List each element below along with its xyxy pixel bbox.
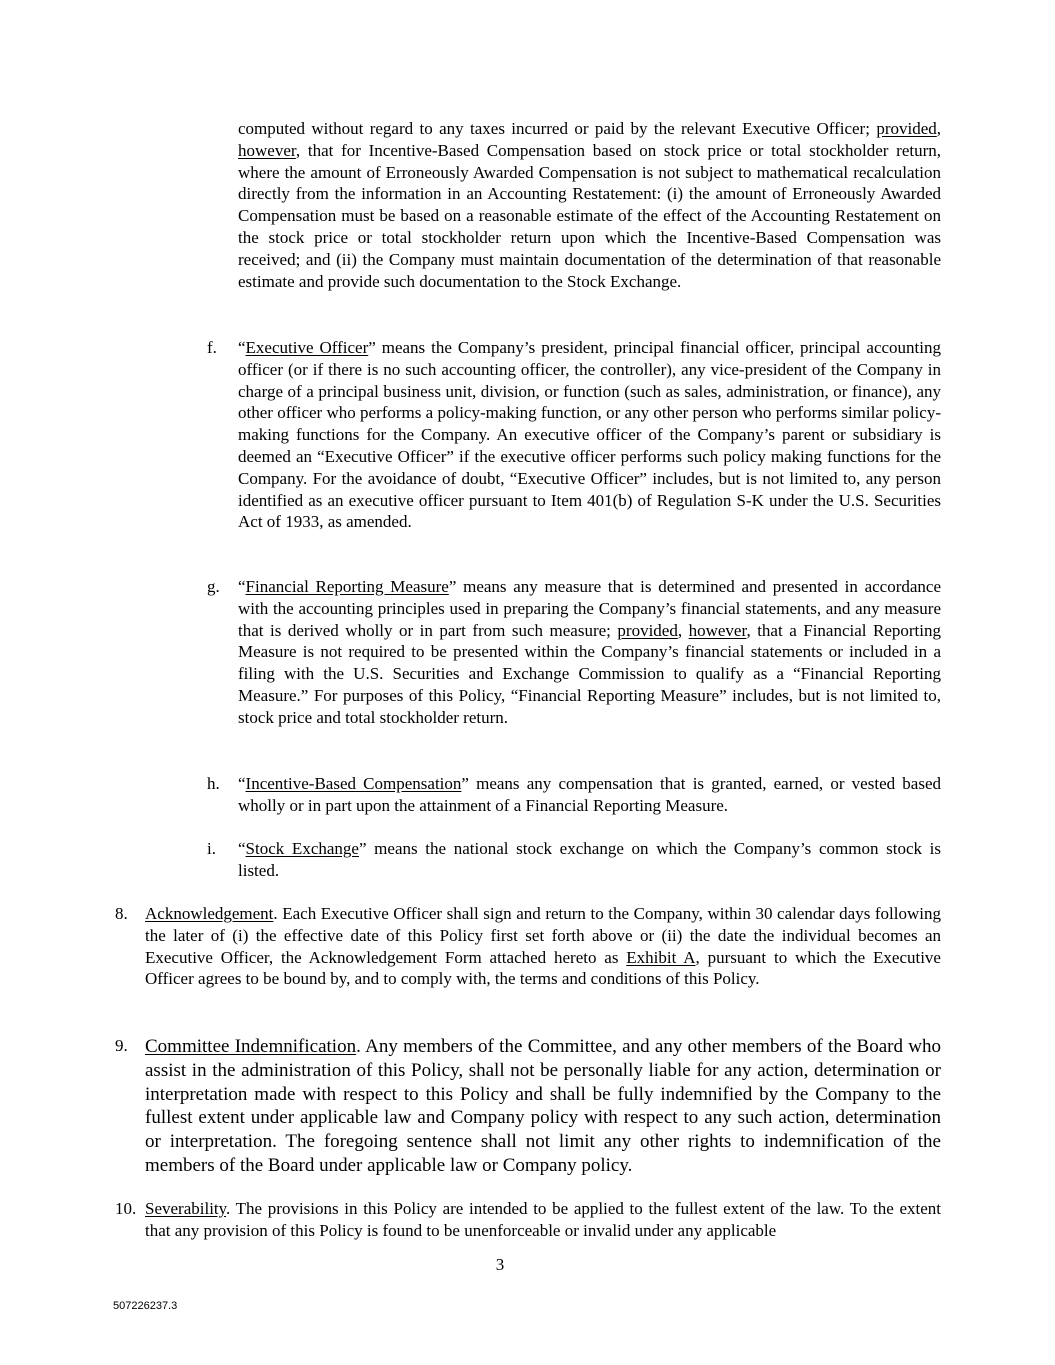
- section-10-severability: [145, 1198, 941, 1242]
- definition-text: ” means the national stock exchange on which the Company’s common stock is listed.: [238, 839, 942, 880]
- item-h-label: h.: [207, 774, 220, 793]
- text: , that for Incentive-Based Compensation based on stock price or total stockholder return, where the amount of Erroneously Awarded Compensation is not subject to mathematical recalculation directly from the information in an Accounting Restatement: (i) the amount of Erroneously Awarded Compensation must be based on a reasonable estimate of the effect of the Accounting Restatement on the stock price or total stockholder return upon which the Incentive-Based Compensation was received; and (ii) the Company must maintain documentation of the determination of that reasonable estimate and provide such documentation to the Stock Exchange.: [238, 140, 941, 291]
- section-text: . Each Executive Officer shall sign and return to the Company, within 30 calendar days following the later of (i) the effective date of this Policy first set forth above or (ii) the date the individual becomes an Executive Officer, the Acknowledgement Form attached hereto as: [145, 904, 941, 967]
- item-i-definition: [238, 838, 941, 882]
- definition-text: ” means the Company’s president, principal financial officer, principal accounting officer (or if there is no such accounting officer, the controller), any vice-president of the Company in charge of a principal business unit, division, or function (such as sales, administration, or finance), any other officer who performs a policy-making function, or any other person who performs similar policy-making functions for the Company. An executive officer of the Company’s parent or subsidiary is deemed an “Executive Officer” if the executive officer performs such policy making functions for the Company. For the avoidance of doubt, “Executive Officer” includes, but is not limited to, any person identified as an executive officer pursuant to Item 401(b) of Regulation S-K under the U.S. Securities Act of 1933, as amended.: [238, 338, 941, 532]
- emphasis-however: however: [238, 140, 296, 160]
- section-heading: Acknowledgement: [145, 904, 274, 923]
- definition-text: ” means any compensation that is granted, earned, or vested based wholly or in part upon the attainment of a Financial Reporting Measure.: [238, 774, 941, 815]
- text: ,: [936, 119, 941, 138]
- defined-term: Financial Reporting Measure: [245, 577, 449, 596]
- definition-text: , that a Financial Reporting Measure is not required to be presented within the Company’s financial statements or included in a filing with the U.S. Securities and Exchange Commission to qualify as a “Financial Reporting Measure.” For purposes of this Policy, “Financial Reporting Measure” includes, but is not limited to, stock price and total stockholder return.: [238, 620, 941, 727]
- quote: “: [238, 839, 246, 858]
- defined-term: Executive Officer: [245, 338, 369, 357]
- item-e-continuation: [238, 118, 941, 292]
- section-8-acknowledgement: [145, 903, 941, 990]
- section-text: . The provisions in this Policy are intended to be applied to the fullest extent of the law. To the extent that any provision of this Policy is found to be unenforceable or invalid under any applicable: [145, 1199, 941, 1240]
- quote: “: [238, 577, 246, 596]
- section-text: , pursuant to which the Executive Officer agrees to be bound by, and to comply with, the terms and conditions of this Policy.: [145, 947, 941, 989]
- item-h-definition: [238, 773, 941, 817]
- item-f-label: f.: [207, 338, 217, 357]
- item-g-definition: [238, 576, 941, 729]
- item-g-label: g.: [207, 577, 220, 596]
- item-f-definition: [238, 337, 941, 533]
- section-9-number: 9.: [115, 1036, 128, 1055]
- quote: “: [238, 338, 246, 357]
- page-number: 3: [495, 1255, 505, 1274]
- defined-term: Stock Exchange: [245, 839, 359, 858]
- section-heading: Committee Indemnification: [145, 1036, 357, 1057]
- quote: “: [238, 774, 246, 793]
- document-id: 507226237.3: [113, 1300, 178, 1312]
- item-i-label: i.: [207, 839, 216, 858]
- section-text: . Any members of the Committee, and any other members of the Board who assist in the administration of this Policy, shall not be personally liable for any action, determination or interpretation made with respect to this Policy and shall be fully indemnified by the Company to the fullest extent under applicable law and Company policy with respect to any such action, determination or interpretation. The foregoing sentence shall not limit any other rights to indemnification of the members of the Board under applicable law or Company policy.: [145, 1036, 942, 1176]
- text: computed without regard to any taxes incurred or paid by the relevant Executive Officer;: [238, 119, 877, 138]
- emphasis-provided: provided: [617, 620, 678, 640]
- definition-text: ” means any measure that is determined and presented in accordance with the accounting principles used in preparing the Company’s financial statements, and any measure that is derived wholly or in part from such measure;: [238, 577, 942, 640]
- emphasis-provided: provided: [876, 119, 937, 138]
- exhibit-reference: Exhibit A: [626, 947, 696, 967]
- section-9-indemnification: [145, 1035, 941, 1178]
- emphasis-however: however: [688, 620, 747, 640]
- defined-term: Incentive-Based Compensation: [245, 774, 462, 793]
- section-10-number: 10.: [115, 1199, 137, 1218]
- text: ,: [677, 620, 689, 640]
- section-heading: Severability: [145, 1199, 227, 1218]
- section-8-number: 8.: [115, 904, 128, 923]
